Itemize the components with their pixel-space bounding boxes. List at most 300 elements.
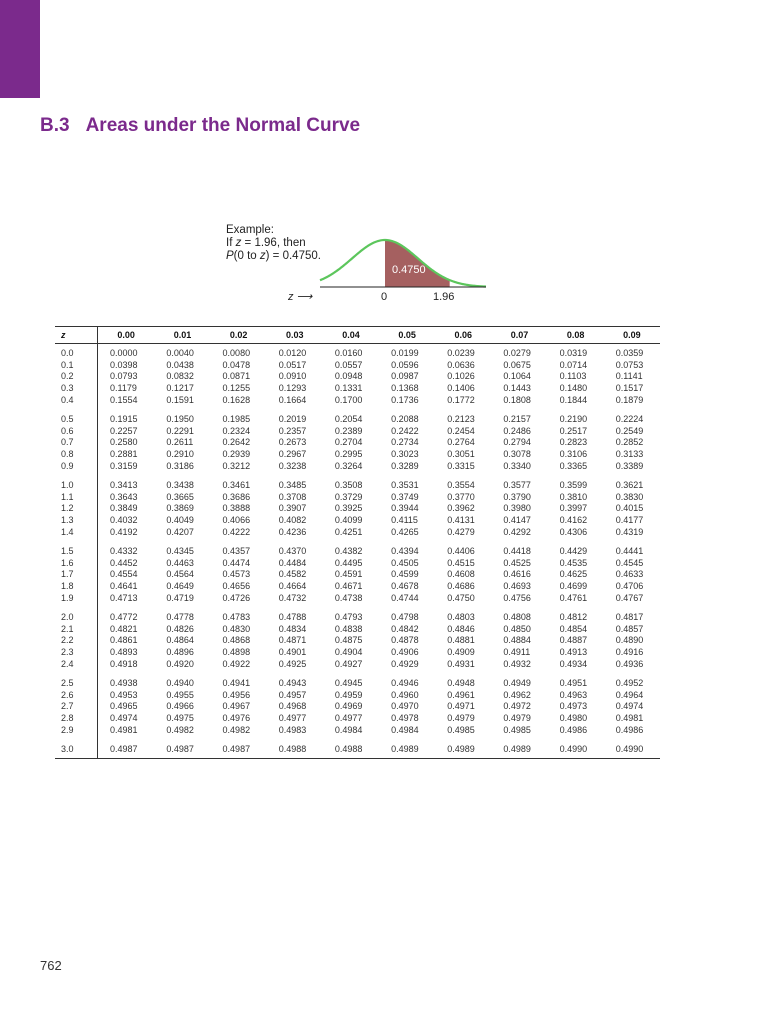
area-cell: 0.1217 (166, 383, 194, 394)
table-row (55, 744, 660, 759)
z-value-cell: 1.9 (55, 592, 98, 604)
area-cell: 0.4713 (110, 592, 138, 603)
group-spacer (55, 604, 660, 612)
z-value-cell: 3.0 (55, 744, 98, 759)
area-cell: 0.4394 (391, 546, 419, 557)
z-value-cell: 1.1 (55, 492, 98, 504)
z-value-cell: 1.7 (55, 569, 98, 581)
header-col: 0.08 (548, 327, 604, 344)
area-cell: 0.2881 (110, 449, 138, 460)
area-cell: 0.0714 (559, 359, 588, 370)
table-row (55, 394, 660, 406)
area-cell: 0.4936 (615, 658, 644, 669)
group-spacer (55, 538, 660, 546)
example-line-2: If z = 1.96, then (226, 237, 306, 249)
area-cell: 0.4778 (166, 612, 194, 623)
area-cell: 0.4977 (334, 712, 363, 723)
group-spacer (55, 670, 660, 678)
area-cell: 0.4878 (391, 635, 419, 646)
area-cell: 0.4826 (166, 623, 194, 634)
area-cell: 0.2123 (447, 414, 475, 425)
area-cell: 0.4898 (222, 646, 251, 657)
group-spacer (55, 472, 660, 480)
area-cell: 0.4976 (222, 712, 251, 723)
area-cell: 0.4066 (222, 515, 251, 526)
area-cell: 0.4332 (110, 546, 138, 557)
area-cell: 0.4932 (503, 658, 531, 669)
area-cell: 0.0793 (110, 371, 138, 382)
area-cell: 0.4955 (166, 689, 194, 700)
area-cell: 0.1026 (447, 371, 475, 382)
area-cell: 0.4808 (503, 612, 531, 623)
area-cell: 0.1591 (166, 394, 194, 405)
area-cell: 0.4854 (559, 623, 588, 634)
area-cell: 0.4945 (334, 678, 363, 689)
area-cell: 0.2580 (110, 437, 138, 448)
area-cell: 0.4846 (447, 623, 475, 634)
area-cell: 0.4977 (278, 712, 307, 723)
area-cell: 0.4370 (278, 546, 307, 557)
area-cell: 0.4798 (391, 612, 419, 623)
area-cell: 0.4986 (559, 724, 588, 735)
area-cell: 0.1844 (559, 394, 588, 405)
area-cell: 0.1915 (110, 414, 138, 425)
area-cell: 0.4957 (278, 689, 307, 700)
z-value-cell: 0.3 (55, 383, 98, 395)
area-cell: 0.4959 (334, 689, 363, 700)
area-cell: 0.3531 (391, 480, 419, 491)
area-cell: 0.4564 (166, 569, 194, 580)
area-cell: 0.4896 (166, 646, 194, 657)
header-col: 0.05 (379, 327, 435, 344)
area-cell: 0.4803 (447, 612, 475, 623)
area-cell: 0.4192 (110, 526, 138, 537)
area-cell: 0.1517 (615, 383, 644, 394)
area-cell: 0.4719 (166, 592, 194, 603)
area-cell: 0.4973 (559, 701, 588, 712)
area-cell: 0.4968 (278, 701, 307, 712)
area-cell: 0.4962 (503, 689, 531, 700)
area-cell: 0.1736 (391, 394, 419, 405)
z-value-cell: 1.3 (55, 515, 98, 527)
z-value-cell: 0.9 (55, 460, 98, 472)
area-cell: 0.3365 (559, 460, 588, 471)
area-cell: 0.4925 (278, 658, 307, 669)
area-cell: 0.4911 (503, 646, 531, 657)
area-cell: 0.0080 (222, 348, 251, 359)
area-cell: 0.1772 (447, 394, 475, 405)
area-cell: 0.3577 (503, 480, 531, 491)
table-row (55, 437, 660, 449)
area-cell: 0.4974 (110, 712, 138, 723)
area-cell: 0.4868 (222, 635, 251, 646)
area-cell: 0.4222 (222, 526, 251, 537)
area-cell: 0.4474 (222, 557, 251, 568)
area-cell: 0.4989 (435, 744, 491, 759)
area-cell: 0.0000 (110, 348, 138, 359)
z-value-cell: 2.1 (55, 623, 98, 635)
area-cell: 0.2939 (222, 449, 251, 460)
area-cell: 0.4554 (110, 569, 138, 580)
area-cell: 0.0199 (391, 348, 419, 359)
area-cell: 0.2517 (559, 425, 588, 436)
area-cell: 0.4987 (98, 744, 155, 759)
area-cell: 0.4452 (110, 557, 138, 568)
area-cell: 0.2454 (447, 425, 475, 436)
area-cell: 0.4963 (559, 689, 588, 700)
area-cell: 0.4406 (447, 546, 475, 557)
area-cell: 0.4975 (166, 712, 194, 723)
area-cell: 0.4906 (391, 646, 419, 657)
area-cell: 0.4918 (110, 658, 138, 669)
table-row (55, 581, 660, 593)
area-cell: 0.4177 (615, 515, 644, 526)
area-cell: 0.4738 (334, 592, 363, 603)
area-cell: 0.3315 (447, 460, 475, 471)
area-cell: 0.4756 (503, 592, 531, 603)
area-cell: 0.4987 (154, 744, 210, 759)
area-cell: 0.4515 (447, 557, 475, 568)
area-cell: 0.0636 (447, 359, 475, 370)
area-cell: 0.4207 (166, 526, 194, 537)
area-cell: 0.4633 (615, 569, 644, 580)
area-cell: 0.1950 (166, 414, 194, 425)
area-cell: 0.3438 (166, 480, 194, 491)
area-cell: 0.4982 (222, 724, 251, 735)
area-cell: 0.0753 (615, 359, 644, 370)
area-cell: 0.3159 (110, 460, 138, 471)
area-cell: 0.3599 (559, 480, 588, 491)
area-cell: 0.4988 (323, 744, 379, 759)
area-cell: 0.1255 (222, 383, 251, 394)
area-cell: 0.4979 (503, 712, 531, 723)
area-cell: 0.4706 (615, 580, 644, 591)
area-cell: 0.0398 (110, 359, 138, 370)
z-value-cell: 2.7 (55, 701, 98, 713)
area-cell: 0.0517 (278, 359, 307, 370)
area-cell: 0.4147 (503, 515, 531, 526)
area-cell: 0.4893 (110, 646, 138, 657)
area-cell: 0.2794 (503, 437, 531, 448)
z-value-cell: 0.1 (55, 360, 98, 372)
area-cell: 0.3340 (503, 460, 531, 471)
area-cell: 0.2389 (334, 425, 363, 436)
area-cell: 0.2054 (334, 414, 363, 425)
area-cell: 0.3485 (278, 480, 307, 491)
area-cell: 0.4934 (559, 658, 588, 669)
area-cell: 0.4884 (503, 635, 531, 646)
area-cell: 0.3888 (222, 503, 251, 514)
z-value-cell: 2.6 (55, 689, 98, 701)
area-cell: 0.3810 (559, 491, 588, 502)
z-value-cell: 2.5 (55, 678, 98, 690)
zero-label: 0 (381, 291, 388, 303)
z-value-cell: 1.8 (55, 581, 98, 593)
area-cell: 0.3264 (334, 460, 363, 471)
area-cell: 0.4961 (447, 689, 475, 700)
area-cell: 0.1554 (110, 394, 138, 405)
area-cell: 0.0596 (391, 359, 419, 370)
area-cell: 0.4931 (447, 658, 475, 669)
area-cell: 0.4909 (447, 646, 475, 657)
area-cell: 0.2642 (222, 437, 251, 448)
area-cell: 0.3389 (615, 460, 644, 471)
area-cell: 0.4032 (110, 515, 138, 526)
z-value-cell: 2.2 (55, 635, 98, 647)
area-cell: 0.4599 (391, 569, 419, 580)
area-cell: 0.4671 (334, 580, 363, 591)
area-cell: 0.0948 (334, 371, 363, 382)
area-cell: 0.2291 (166, 425, 194, 436)
area-cell: 0.3944 (391, 503, 419, 514)
area-cell: 0.4901 (278, 646, 307, 657)
table-row (55, 623, 660, 635)
area-cell: 0.4099 (334, 515, 363, 526)
area-label: 0.4750 (392, 264, 426, 276)
area-cell: 0.4545 (615, 557, 644, 568)
area-cell: 0.4951 (559, 678, 588, 689)
area-cell: 0.4984 (334, 724, 363, 735)
area-cell: 0.4861 (110, 635, 138, 646)
table-row (55, 713, 660, 725)
table-row (55, 678, 660, 690)
page-number: 762 (40, 958, 62, 973)
area-cell: 0.4761 (559, 592, 588, 603)
area-cell: 0.4980 (559, 712, 588, 723)
area-cell: 0.0557 (334, 359, 363, 370)
area-cell: 0.3962 (447, 503, 475, 514)
z-value-cell: 0.8 (55, 449, 98, 461)
table-row (55, 592, 660, 604)
area-cell: 0.4418 (503, 546, 531, 557)
area-cell: 0.4821 (110, 623, 138, 634)
area-cell: 0.4920 (166, 658, 194, 669)
table-row (55, 724, 660, 736)
header-col: 0.07 (491, 327, 547, 344)
table-row (55, 647, 660, 659)
z-value-cell: 0.4 (55, 394, 98, 406)
area-cell: 0.4966 (166, 701, 194, 712)
area-cell: 0.4871 (278, 635, 307, 646)
area-cell: 0.4986 (615, 724, 644, 735)
area-cell: 0.4981 (615, 712, 644, 723)
area-cell: 0.4582 (278, 569, 307, 580)
area-cell: 0.4949 (503, 678, 531, 689)
area-cell: 0.4236 (278, 526, 307, 537)
area-cell: 0.0359 (615, 348, 644, 359)
area-cell: 0.4616 (503, 569, 531, 580)
area-cell: 0.4938 (110, 678, 138, 689)
area-cell: 0.2549 (615, 425, 644, 436)
z-value-cell: 0.7 (55, 437, 98, 449)
z-value-cell: 2.0 (55, 612, 98, 624)
example-line-1: Example: (226, 224, 274, 236)
area-cell: 0.4904 (334, 646, 363, 657)
area-cell: 0.4916 (615, 646, 644, 657)
group-spacer (55, 736, 660, 744)
area-cell: 0.4834 (278, 623, 307, 634)
z-value-label: 1.96 (433, 291, 455, 303)
section-heading (40, 115, 360, 137)
area-cell: 0.4656 (222, 580, 251, 591)
area-cell: 0.1406 (447, 383, 475, 394)
area-cell: 0.4082 (278, 515, 307, 526)
area-cell: 0.4265 (391, 526, 419, 537)
area-cell: 0.4608 (447, 569, 475, 580)
area-cell: 0.4969 (334, 701, 363, 712)
header-col: 0.02 (211, 327, 267, 344)
area-cell: 0.3729 (334, 491, 363, 502)
area-cell: 0.1700 (334, 394, 363, 405)
area-cell: 0.0478 (222, 359, 251, 370)
table-row (55, 515, 660, 527)
area-cell: 0.4989 (379, 744, 435, 759)
area-cell: 0.4890 (615, 635, 644, 646)
area-cell: 0.3770 (447, 491, 475, 502)
area-cell: 0.3749 (391, 491, 419, 502)
area-cell: 0.0832 (166, 371, 194, 382)
z-value-cell: 1.2 (55, 503, 98, 515)
area-cell: 0.3554 (447, 480, 475, 491)
area-cell: 0.4842 (391, 623, 419, 634)
area-cell: 0.4767 (615, 592, 644, 603)
area-cell: 0.2734 (391, 437, 419, 448)
area-cell: 0.4971 (447, 701, 475, 712)
area-cell: 0.3051 (447, 449, 475, 460)
area-cell: 0.4946 (391, 678, 419, 689)
area-cell: 0.3023 (391, 449, 419, 460)
area-cell: 0.2019 (278, 414, 307, 425)
area-cell: 0.2257 (110, 425, 138, 436)
table-row (55, 558, 660, 570)
table-row (55, 635, 660, 647)
area-cell: 0.4984 (391, 724, 419, 735)
area-cell: 0.0040 (166, 348, 194, 359)
area-cell: 0.0279 (503, 348, 531, 359)
z-value-cell: 1.0 (55, 480, 98, 492)
area-cell: 0.0160 (334, 348, 363, 359)
area-cell: 0.4441 (615, 546, 644, 557)
area-cell: 0.4974 (615, 701, 644, 712)
area-cell: 0.4990 (604, 744, 660, 759)
table-row (55, 569, 660, 581)
header-col: 0.03 (267, 327, 323, 344)
area-cell: 0.4978 (391, 712, 419, 723)
area-cell: 0.4162 (559, 515, 588, 526)
table-header-row (55, 327, 660, 344)
area-cell: 0.4988 (267, 744, 323, 759)
area-cell: 0.4964 (615, 689, 644, 700)
area-cell: 0.4279 (447, 526, 475, 537)
area-cell: 0.3997 (559, 503, 588, 514)
area-cell: 0.3289 (391, 460, 419, 471)
area-cell: 0.4985 (503, 724, 531, 735)
area-cell: 0.3980 (503, 503, 531, 514)
area-cell: 0.1064 (503, 371, 531, 382)
area-cell: 0.1443 (503, 383, 531, 394)
area-cell: 0.0871 (222, 371, 251, 382)
area-cell: 0.1179 (110, 383, 137, 394)
area-cell: 0.4838 (334, 623, 363, 634)
z-value-cell: 0.2 (55, 371, 98, 383)
area-cell: 0.4940 (166, 678, 194, 689)
area-cell: 0.4965 (110, 701, 138, 712)
table-row (55, 449, 660, 461)
area-cell: 0.2764 (447, 437, 475, 448)
area-cell: 0.0675 (503, 359, 531, 370)
table-row (55, 344, 660, 360)
z-value-cell: 0.0 (55, 344, 98, 360)
area-cell: 0.3907 (278, 503, 307, 514)
area-cell: 0.4850 (503, 623, 531, 634)
area-cell: 0.3212 (222, 460, 251, 471)
area-cell: 0.3106 (559, 449, 588, 460)
area-cell: 0.4678 (391, 580, 419, 591)
header-col: 0.00 (98, 327, 155, 344)
table-row (55, 658, 660, 670)
z-arrow-label: z ⟶ (288, 291, 313, 303)
area-cell: 0.1985 (222, 414, 251, 425)
area-cell: 0.4625 (559, 569, 588, 580)
area-cell: 0.4573 (222, 569, 251, 580)
table-row (55, 371, 660, 383)
table-row (55, 383, 660, 395)
z-value-cell: 1.4 (55, 526, 98, 538)
area-cell: 0.4967 (222, 701, 251, 712)
z-value-cell: 1.6 (55, 558, 98, 570)
area-cell: 0.3849 (110, 503, 138, 514)
area-cell: 0.4953 (110, 689, 138, 700)
area-cell: 0.4251 (334, 526, 363, 537)
area-cell: 0.2422 (391, 425, 419, 436)
area-cell: 0.3621 (615, 480, 644, 491)
area-cell: 0.2190 (559, 414, 588, 425)
area-cell: 0.4812 (559, 612, 588, 623)
table-row (55, 480, 660, 492)
area-cell: 0.3686 (222, 491, 251, 502)
area-cell: 0.3186 (166, 460, 194, 471)
table-row (55, 526, 660, 538)
area-cell: 0.4987 (211, 744, 267, 759)
area-cell: 0.4793 (334, 612, 363, 623)
z-value-cell: 2.9 (55, 724, 98, 736)
header-z: z (55, 327, 98, 344)
area-cell: 0.4732 (278, 592, 307, 603)
area-cell: 0.2486 (503, 425, 531, 436)
area-cell: 0.4982 (166, 724, 194, 735)
area-cell: 0.4015 (615, 503, 644, 514)
area-cell: 0.0438 (166, 359, 194, 370)
normal-curve-diagram (280, 228, 500, 306)
area-cell: 0.2088 (391, 414, 419, 425)
area-cell: 0.2910 (166, 449, 194, 460)
area-cell: 0.2704 (334, 437, 363, 448)
area-cell: 0.4985 (447, 724, 475, 735)
area-cell: 0.1480 (559, 383, 588, 394)
z-value-cell: 2.4 (55, 658, 98, 670)
area-cell: 0.4887 (559, 635, 588, 646)
z-table (55, 326, 660, 759)
area-cell: 0.1628 (222, 394, 251, 405)
area-cell: 0.2995 (334, 449, 363, 460)
area-cell: 0.4292 (503, 526, 531, 537)
area-cell: 0.1331 (334, 383, 363, 394)
area-cell: 0.4649 (166, 580, 194, 591)
area-cell: 0.4382 (334, 546, 363, 557)
area-cell: 0.4881 (447, 635, 475, 646)
area-cell: 0.4970 (391, 701, 419, 712)
area-cell: 0.4922 (222, 658, 251, 669)
